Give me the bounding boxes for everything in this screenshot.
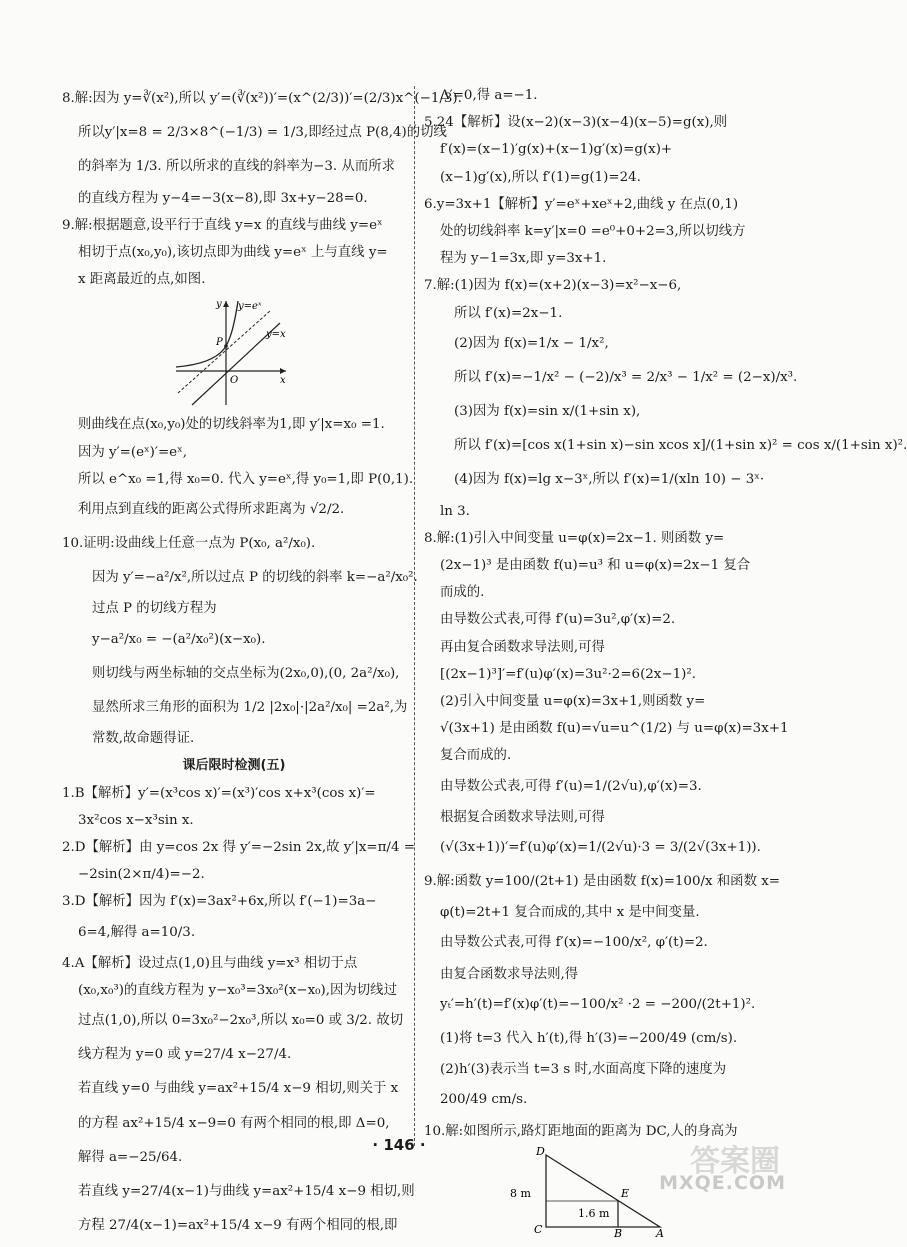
text-line: 由导数公式表,可得 f′(u)=1/(2√u),φ′(x)=3.: [440, 778, 702, 794]
column-divider: [414, 86, 415, 1146]
watermark-text: MXQE.COM: [659, 1172, 786, 1194]
text-line: yₜ′=h′(t)=f′(x)φ′(t)=−100/x² ·2 = −200/(2t+1)².: [440, 996, 756, 1012]
section-heading: 课后限时检测(五): [182, 758, 286, 774]
text-line: 8.解:因为 y=∛(x²),所以 y′=(∛(x²))′=(x^(2/3))′=(2/3)x^(−1/3).: [62, 91, 462, 106]
text-line: 复合而成的.: [440, 748, 512, 764]
text-line: (3)因为 f(x)=sin x/(1+sin x),: [454, 404, 641, 420]
text-line: 8.解:(1)引入中间变量 u=φ(x)=2x−1. 则函数 y=: [424, 530, 725, 546]
text-line: (2)因为 f(x)=1/x − 1/x²,: [454, 335, 609, 351]
text-line: (2)h′(3)表示当 t=3 s 时,水面高度下降的速度为: [440, 1062, 727, 1078]
text-line: 方程 27/4(x−1)=ax²+15/4 x−9 有两个相同的根,即: [78, 1218, 398, 1234]
text-line: 3.D【解析】因为 f′(x)=3ax²+6x,所以 f′(−1)=3a−: [62, 894, 377, 910]
text-line: 9.解:根据题意,设平行于直线 y=x 的直线与曲线 y=eˣ: [62, 217, 383, 233]
label-d: D: [536, 1144, 545, 1158]
curve-label: y=eˣ: [238, 301, 262, 313]
text-line: 解得 a=−25/64.: [78, 1149, 183, 1165]
text-line: (4)因为 f(x)=lg x−3ˣ,所以 f′(x)=1/(xln 10) − 3ˣ·: [454, 472, 765, 488]
text-line: 根据复合函数求导法则,可得: [440, 809, 605, 825]
x-axis-label: x: [280, 375, 286, 387]
text-line: (2)引入中间变量 u=φ(x)=3x+1,则函数 y=: [440, 693, 706, 709]
text-line: 6.y=3x+1【解析】y′=eˣ+xeˣ+2,曲线 y 在点(0,1): [424, 196, 739, 212]
label-a: A: [656, 1226, 664, 1240]
text-line: 10.证明:设曲线上任意一点为 P(x₀, a²/x₀).: [62, 536, 316, 552]
text-line: ln 3.: [440, 503, 470, 519]
x-axis-arrow: [280, 368, 286, 374]
text-line: 所以 f′(x)=[cos x(1+sin x)−sin xcos x]/(1+sin x)² = cos x/(1+sin x)².: [454, 438, 907, 454]
text-line: 所以 e^x₀ =1,得 x₀=0. 代入 y=eˣ,得 y₀=1,即 P(0,1).: [78, 471, 414, 487]
text-line: 若直线 y=0 与曲线 y=ax²+15/4 x−9 相切,则关于 x: [78, 1081, 399, 1097]
text-line: f′(x)=(x−1)′g(x)+(x−1)g′(x)=g(x)+: [440, 142, 673, 158]
text-line: 5.24【解析】设(x−2)(x−3)(x−4)(x−5)=g(x),则: [424, 115, 728, 131]
text-line: (x₀,x₀³)的直线方程为 y−x₀³=3x₀²(x−x₀),因为切线过: [78, 982, 397, 998]
text-line: 的方程 ax²+15/4 x−9=0 有两个相同的根,即 Δ=0,: [78, 1115, 390, 1131]
text-line: 再由复合函数求导法则,可得: [440, 639, 605, 655]
exp-curve: [176, 301, 238, 367]
text-line: (√(3x+1))′=f′(u)φ′(x)=1/(2√u)·3 = 3/(2√(3x+1)).: [440, 839, 761, 855]
text-line: (x−1)g′(x),所以 f′(1)=g(1)=24.: [440, 169, 641, 185]
label-c: C: [534, 1222, 543, 1236]
text-line: √(3x+1) 是由函数 f(u)=√u=u^(1/2) 与 u=φ(x)=3x+1: [440, 721, 789, 737]
text-line: 若直线 y=27/4(x−1)与曲线 y=ax²+15/4 x−9 相切,则: [78, 1184, 415, 1199]
exp-curve-svg: [170, 297, 290, 409]
text-line: 过点(1,0),所以 0=3x₀²−2x₀³,所以 x₀=0 或 3/2. 故切: [78, 1013, 404, 1029]
text-line: 利用点到直线的距离公式得所求距离为 √2/2.: [78, 501, 345, 517]
label-8m: 8 m: [510, 1186, 531, 1200]
text-line: 4.A【解析】设过点(1,0)且与曲线 y=x³ 相切于点: [62, 955, 358, 971]
label-e: E: [621, 1186, 630, 1200]
y-axis-arrow: [223, 301, 229, 307]
text-line: 由复合函数求导法则,得: [440, 966, 579, 982]
line-label: y=x: [266, 329, 286, 341]
text-line: 因为 y′=−a²/x²,所以过点 P 的切线的斜率 k=−a²/x₀².: [92, 570, 418, 586]
text-line: y−a²/x₀ = −(a²/x₀²)(x−x₀).: [92, 631, 266, 647]
text-line: 由导数公式表,可得 f′(x)=−100/x², φ′(t)=2.: [440, 935, 708, 951]
text-line: 程为 y−1=3x,即 y=3x+1.: [440, 251, 607, 267]
text-line: 则曲线在点(x₀,y₀)处的切线斜率为1,即 y′|x=x₀ =1.: [78, 417, 385, 433]
tangent-line: [178, 311, 270, 393]
text-line: 10.解:如图所示,路灯距地面的距离为 DC,人的身高为: [424, 1123, 738, 1139]
text-line: 的斜率为 1/3. 所以所求的直线的斜率为−3. 从而所求: [78, 159, 395, 175]
label-1-6m: 1.6 m: [578, 1206, 610, 1220]
lamp-triangle-svg: [510, 1144, 668, 1240]
text-line: 因为 y′=(eˣ)′=eˣ,: [78, 444, 188, 460]
exp-curve-figure: [170, 297, 290, 409]
text-line: Δ′=0,得 a=−1.: [440, 88, 538, 103]
text-line: 相切于点(x₀,y₀),该切点即为曲线 y=eˣ 上与直线 y=: [78, 244, 388, 260]
text-line: 线方程为 y=0 或 y=27/4 x−27/4.: [78, 1047, 292, 1063]
point-p: [224, 345, 228, 349]
text-line: [(2x−1)³]′=f′(u)φ′(x)=3u²·2=6(2x−1)².: [440, 666, 696, 682]
origin-label: O: [230, 375, 239, 387]
point-p-label: P: [216, 337, 223, 349]
text-line: 的直线方程为 y−4=−3(x−8),即 3x+y−28=0.: [78, 190, 368, 206]
text-line: 过点 P 的切线方程为: [92, 601, 217, 617]
text-line: 2.D【解析】由 y=cos 2x 得 y′=−2sin 2x,故 y′|x=π/4 =: [62, 839, 415, 855]
text-line: (2x−1)³ 是由函数 f(u)=u³ 和 u=φ(x)=2x−1 复合: [440, 558, 751, 573]
lamp-triangle-figure: [510, 1144, 668, 1240]
text-line: 而成的.: [440, 585, 485, 601]
text-line: 200/49 cm/s.: [440, 1092, 528, 1108]
text-line: 则切线与两坐标轴的交点坐标为(2x₀,0),(0, 2a²/x₀),: [92, 665, 400, 681]
text-line: 处的切线斜率 k=y′|x=0 =e⁰+0+2=3,所以切线方: [440, 223, 746, 239]
text-line: 由导数公式表,可得 f′(u)=3u²,φ′(x)=2.: [440, 612, 676, 628]
text-line: 所以 f′(x)=2x−1.: [454, 305, 563, 321]
y-axis-label: y: [216, 299, 222, 311]
text-line: 所以 f′(x)=−1/x² − (−2)/x³ = 2/x³ − 1/x² = (2−x)/x³.: [454, 369, 798, 385]
text-line: 1.B【解析】y′=(x³cos x)′=(x³)′cos x+x³(cos x)′=: [62, 785, 376, 801]
text-line: 所以y′|x=8 = 2/3×8^(−1/3) = 1/3,即经过点 P(8,4)的切线: [78, 125, 447, 141]
text-line: 9.解:函数 y=100/(2t+1) 是由函数 f(x)=100/x 和函数 x=: [424, 874, 780, 890]
right-column: [424, 86, 907, 1240]
text-line: φ(t)=2t+1 复合而成的,其中 x 是中间变量.: [440, 905, 700, 921]
watermark-logo: 答案圈: [690, 1144, 780, 1179]
text-line: −2sin(2×π/4)=−2.: [78, 867, 205, 883]
text-line: 3x²cos x−x³sin x.: [78, 812, 194, 828]
text-line: 7.解:(1)因为 f(x)=(x+2)(x−3)=x²−x−6,: [424, 278, 682, 294]
text-line: 常数,故命题得证.: [92, 731, 195, 747]
text-line: x 距离最近的点,如图.: [78, 272, 206, 288]
text-line: 6=4,解得 a=10/3.: [78, 924, 196, 940]
page-number: · 146 ·: [372, 1136, 426, 1154]
label-b: B: [614, 1226, 623, 1240]
text-line: (1)将 t=3 代入 h′(t),得 h′(3)=−200/49 (cm/s).: [440, 1031, 738, 1046]
text-line: 显然所求三角形的面积为 1/2 |2x₀|·|2a²/x₀| =2a²,为: [92, 700, 408, 715]
